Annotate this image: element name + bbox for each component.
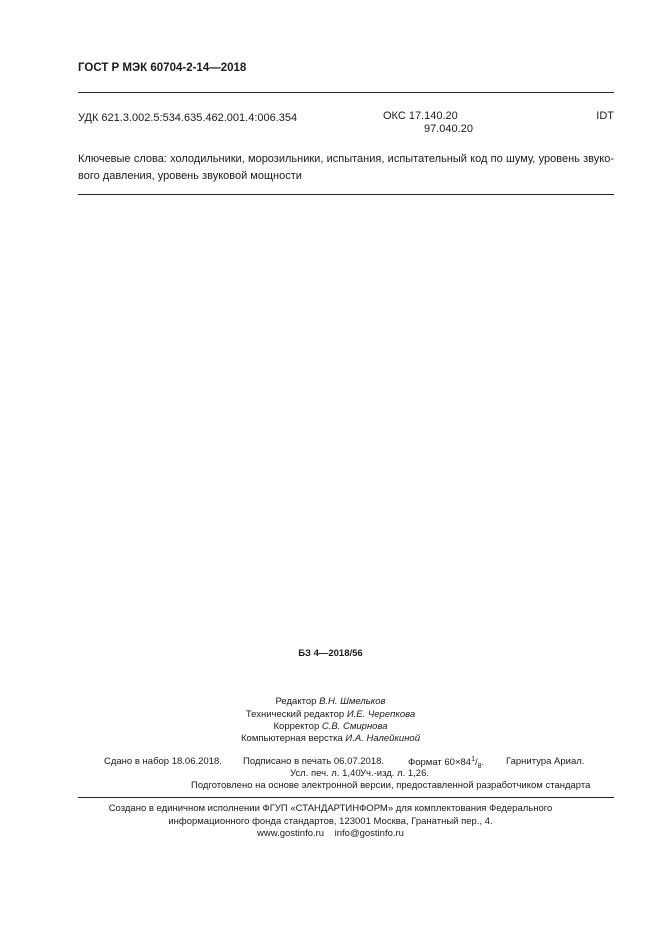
- udk-code: УДК 621.3.002.5:534.635.462.001.4:006.354: [78, 112, 298, 124]
- credit-tech-editor: [0, 709, 661, 720]
- imprint-sent: Сдано в набор 18.06.2018.: [104, 756, 222, 767]
- corrector-label: Корректор: [273, 721, 320, 732]
- footer-line-2: информационного фонда стандартов, 123001 Москва, Гранатный пер., 4.: [168, 816, 493, 827]
- divider-top: [78, 92, 614, 93]
- imprint-format: Формат $60\times 84^1/_8$.: [408, 756, 485, 771]
- credit-corrector: [0, 721, 661, 732]
- standard-designation: ГОСТ Р МЭК 60704-2-14—2018: [78, 62, 247, 74]
- imprint-font: Гарнитура Ариал.: [506, 756, 585, 767]
- layout-label: Компьютерная верстка: [241, 733, 343, 744]
- divider-keywords: [78, 194, 614, 195]
- keywords-line-1: Ключевые слова: холодильники, морозильники, испытания, испытательный код по шуму, уровень звуко-: [78, 153, 614, 165]
- bz-number: БЗ 4—2018/56: [298, 648, 363, 659]
- keywords-line-2: вого давления, уровень звуковой мощности: [78, 170, 302, 182]
- format-sub: 8: [477, 763, 482, 771]
- editor-label: Редактор: [275, 696, 317, 707]
- imprint-prepared: Подготовлено на основе электронной версии, предоставленной разработчиком стандарта: [191, 780, 591, 791]
- credit-layout: [0, 733, 661, 744]
- idt-label: IDT: [596, 110, 614, 122]
- footer-line-1: Создано в единичном исполнении ФГУП «СТАНДАРТИНФОРМ» для комплектования Федерального: [108, 803, 553, 814]
- footer-email: info@gostinfo.ru: [334, 828, 404, 839]
- credit-editor: [0, 696, 661, 707]
- layout-name: И.А. Налейкиной: [345, 733, 420, 744]
- format-sup: 1: [471, 756, 475, 763]
- divider-footer: [78, 797, 614, 798]
- imprint-pub-sheets: Уч.-изд. л. 1,26.: [360, 768, 430, 779]
- format-prefix: Формат 60×84: [408, 757, 472, 769]
- oks-code-1: ОКС 17.140.20: [383, 110, 458, 122]
- tech-editor-name: И.Е. Черепкова: [346, 709, 416, 720]
- footer-site: www.gostinfo.ru: [257, 828, 325, 839]
- imprint-print-sheets: Усл. печ. л. 1,40.: [290, 768, 364, 779]
- editor-name: В.Н. Шмельков: [319, 696, 386, 707]
- oks-code-2: 97.040.20: [424, 123, 473, 135]
- keywords: [78, 151, 614, 185]
- imprint-signed: Подписано в печать 06.07.2018.: [243, 756, 385, 767]
- footer-contacts: [0, 828, 661, 839]
- tech-editor-label: Технический редактор: [245, 709, 345, 720]
- corrector-name: С.В. Смирнова: [321, 721, 388, 732]
